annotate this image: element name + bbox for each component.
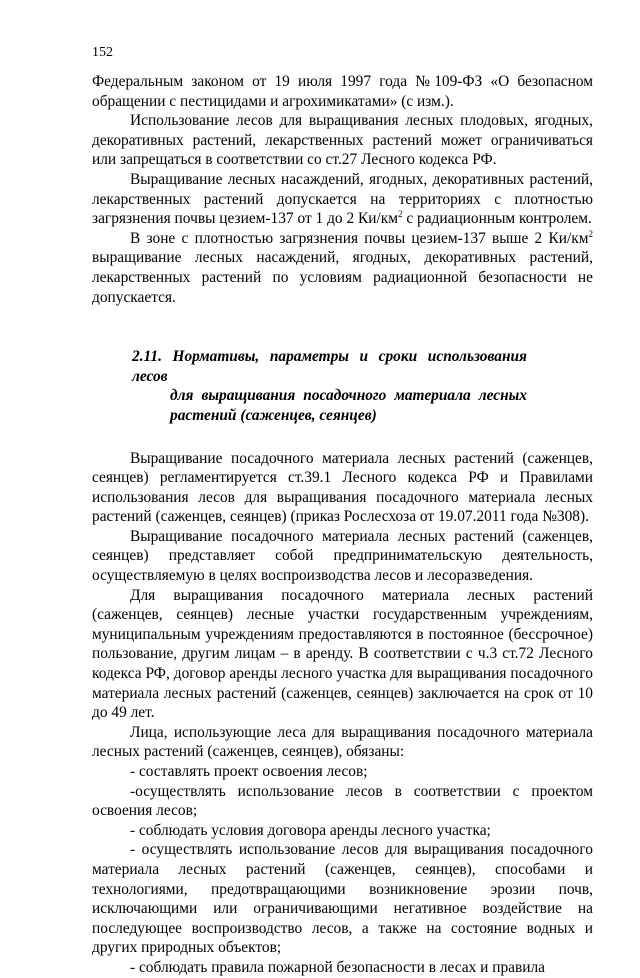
text-segment: выращивание лесных насаждений, ягодных, декоративных растений, лекарственных растений по условиям радиационной безопасности не допускается. [92, 249, 593, 306]
text-segment: Выращивание лесных насаждений, ягодных, декоративных растений, лекарственных растений допускается на территориях с плотностью загрязнения почвы цезием-137 от 1 до 2 Ки/км [92, 170, 593, 228]
document-body [92, 72, 593, 978]
text-segment: с радиационным контролем. [402, 210, 592, 228]
paragraph-regulation: Выращивание посадочного материала лесных растений (саженцев, сеянцев) регламентируется ст.39.1 Лесного кодекса РФ и Правилами использования лесов для выращивания посадочного материала лесных растений (саженцев, сеянцев) (приказ Рослесхоза от 19.07.2011 года №308). [92, 449, 593, 526]
list-item: - соблюдать условия договора аренды лесного участка; [130, 821, 491, 839]
page-number: 152 [92, 45, 113, 60]
section-number: 2.11. [132, 348, 162, 366]
list-item: - составлять проект освоения лесов; [130, 763, 368, 780]
list-item: - осуществлять использование лесов для выращивания посадочного материала лесных растений (саженцев, сеянцев), способами и технологиями, предотвращающими возникновение эрозии почв, исключающими или ограничивающими негативное воздействие на последующее воспроизводство лесов, а также на состояние водных и других природных объектов; [92, 841, 593, 957]
section-title-line2: для выращивания посадочного материала лесных растений (саженцев, сеянцев) [170, 387, 527, 424]
paragraph-forest-use-restrictions: Использование лесов для выращивания лесных плодовых, ягодных, декоративных растений, лекарственных растений может ограничиваться или запрещаться в соответствии со ст.27 Лесного кодекса РФ. [92, 112, 593, 169]
text-segment: В зоне с плотностью загрязнения почвы цезием-137 выше 2 Ки/км [130, 229, 589, 247]
section-heading [132, 347, 527, 425]
paragraph-obligations-intro: Лица, использующие леса для выращивания посадочного материала лесных растений (саженцев, сеянцев), обязаны: [92, 723, 593, 761]
paragraph-cesium-allowed [92, 170, 593, 229]
paragraph-lease-terms: Для выращивания посадочного материала лесных растений (саженцев, сеянцев) лесные участки государственным учреждениям, муниципальным учреждениям предоставляются в постоянное (бессрочное) пользование, другим лицам – в аренду. В соответствии с ч.3 ст.72 Лесного кодекса РФ, договор аренды лесного участка для выращивания посадочного материала лесных растений (саженцев, сеянцев) заключается на срок от 10 до 49 лет. [92, 586, 593, 722]
section-title-line1: Нормативы, параметры и сроки использования лесов [132, 348, 527, 385]
paragraph-law-reference: Федеральным законом от 19 июля 1997 года №109-ФЗ «О безопасном обращении с пестицидами и агрохимикатами» (с изм.). [92, 73, 593, 110]
list-item: -осуществлять использование лесов в соответствии с проектом освоения лесов; [92, 782, 593, 820]
paragraph-cesium-forbidden [92, 229, 593, 307]
paragraph-entrepreneurial-activity: Выращивание посадочного материала лесных растений (саженцев, сеянцев) представляет собой предпринимательскую деятельность, осуществляемую в целях воспроизводства лесов и лесоразведения. [92, 527, 593, 585]
superscript: 2 [398, 209, 403, 220]
list-item: - соблюдать правила пожарной безопасности в лесах и правила [130, 958, 545, 976]
section-heading-line1 [132, 347, 527, 386]
superscript: 2 [588, 228, 593, 239]
